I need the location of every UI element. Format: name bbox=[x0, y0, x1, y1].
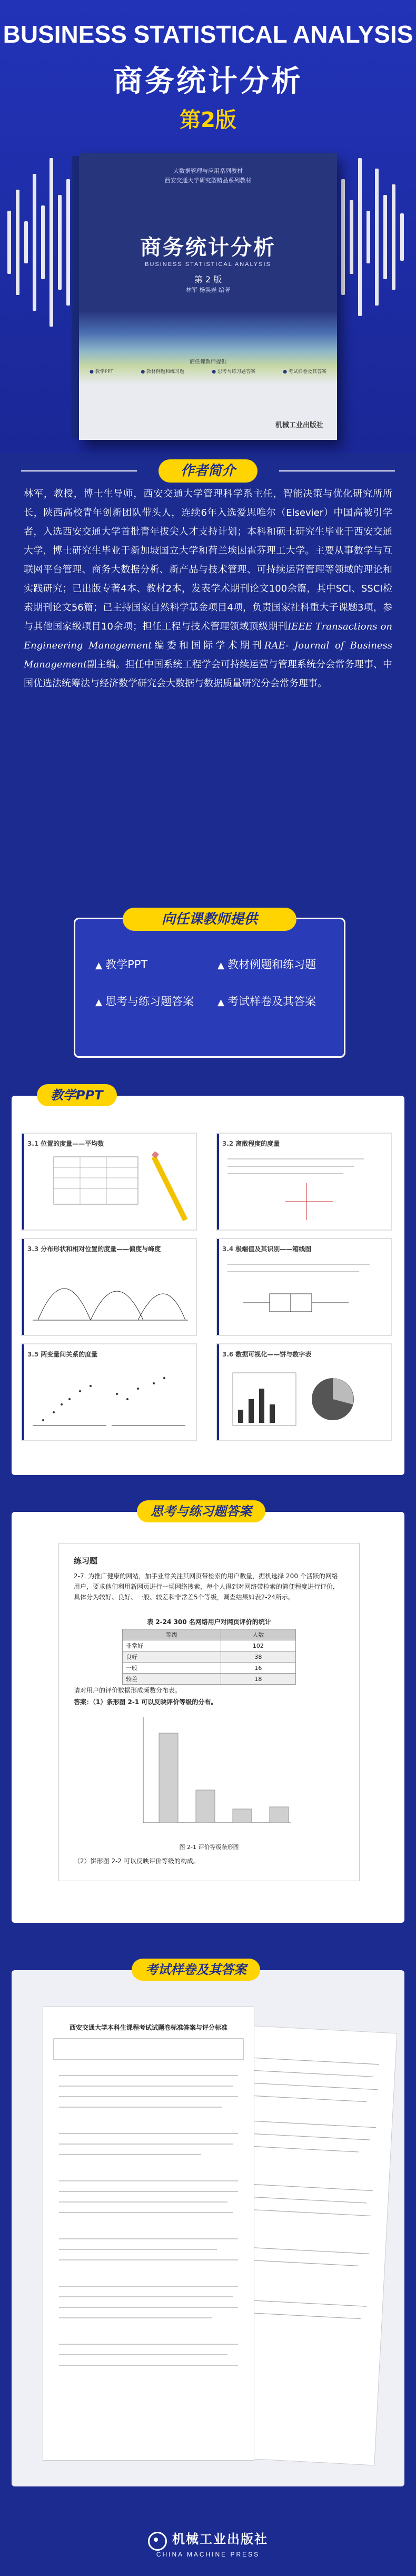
answer-bar-chart bbox=[122, 1712, 296, 1838]
slide-chart bbox=[33, 1152, 191, 1225]
book-publisher: 机械工业出版社 bbox=[275, 421, 323, 429]
resource-item: ▲ 思考与练习题答案 bbox=[95, 993, 194, 1009]
book-resources: ● 教学PPT ● 教材例题和练习题 ● 思考与练习题答案 ● 考试样卷及其答案 bbox=[90, 368, 326, 375]
book-authors: 林军 杨涣尧 编著 bbox=[186, 287, 230, 293]
edition-label: 第2版 bbox=[180, 108, 236, 132]
question-text: 2-7. 为推广健康的网站，加手业常关注其网页带检索的用户数量，据机选择 200 个活跃的网络用户，要求他们利用新网页进行一场网络搜索，每个人得到对网络带检索的简便程度进行评价，具体分为较好、良好、一般、较差和非常差5个等级，调查结果如表2-24所示。 bbox=[74, 1572, 340, 1601]
slide-chart bbox=[227, 1362, 385, 1436]
exam-heading: 考试样卷及其答案 bbox=[132, 1959, 260, 1981]
slide-chart bbox=[227, 1257, 385, 1331]
exam-title: 西安交通大学本科生课程考试试题卷标准答案与评分标准 bbox=[69, 2024, 227, 2031]
answer-note: （2）饼形图 2-2 可以反映评价等级的构成。 bbox=[74, 1857, 200, 1865]
ppt-heading: 教学PPT bbox=[37, 1084, 117, 1106]
author-heading-bar bbox=[0, 459, 416, 483]
slide-chart bbox=[33, 1362, 191, 1436]
ppt-slide: 3.5 两变量间关系的度量 bbox=[21, 1343, 197, 1441]
ppt-panel bbox=[12, 1096, 404, 1475]
ppt-slide: 3.6 数据可视化——饼与数字表 bbox=[216, 1343, 392, 1441]
english-title: BUSINESS STATISTICAL ANALYSIS bbox=[3, 21, 413, 48]
answer-text: 答案：（1）条形图 2-1 可以反映评价等级的分布。 bbox=[74, 1698, 217, 1706]
book-edition: 第 2 版 bbox=[194, 274, 222, 284]
table-header-row: 等级 人数 bbox=[123, 1629, 296, 1640]
exercise-document bbox=[59, 1543, 359, 1881]
resource-item: ▲ 教学PPT bbox=[95, 956, 147, 972]
author-heading: 作者简介 bbox=[159, 459, 257, 483]
book-series: 大数据管理与应用系列教材 西安交通大学研究型精品系列教材 bbox=[164, 168, 252, 184]
publisher-name-en: CHINA MACHINE PRESS bbox=[156, 2550, 260, 2558]
rating-table bbox=[122, 1629, 296, 1685]
table-row: 非常好 102 bbox=[123, 1640, 296, 1651]
publisher-logo-icon bbox=[148, 2532, 167, 2551]
book-subtitle: BUSINESS STATISTICAL ANALYSIS bbox=[145, 261, 271, 268]
resource-item: ▲ 考试样卷及其答案 bbox=[217, 993, 316, 1009]
ppt-slide: 3.4 极端值及其识别——箱线图 bbox=[216, 1238, 392, 1336]
table-caption: 表 2-24 300 名网络用户对网页评价的统计 bbox=[147, 1618, 271, 1626]
publisher-name: 机械工业出版社 bbox=[172, 2532, 268, 2546]
sound-wave-left bbox=[7, 158, 75, 327]
teacher-resources-heading: 向任课教师提供 bbox=[123, 908, 296, 931]
chinese-title: 商务统计分析 bbox=[113, 64, 303, 99]
teacher-resources-box bbox=[74, 911, 345, 1058]
table-row: 一般 16 bbox=[123, 1663, 296, 1674]
exercise-panel bbox=[12, 1512, 404, 1923]
chart-caption: 图 2-1 评价等级条形图 bbox=[179, 1844, 239, 1851]
resource-item: ▲ 教材例题和练习题 bbox=[217, 956, 316, 972]
ppt-slide: 3.3 分布形状和相对位置的度量——偏度与峰度 bbox=[21, 1238, 197, 1336]
table-row: 良好 38 bbox=[123, 1651, 296, 1663]
exercise-heading: 思考与练习题答案 bbox=[137, 1500, 265, 1522]
question-a: 请对用户的评价数据形成频数分布表。 bbox=[74, 1687, 182, 1694]
book-resources-title: 商任课教师提供 bbox=[190, 359, 226, 365]
publisher-footer bbox=[0, 2529, 416, 2558]
table-row: 较差 18 bbox=[123, 1674, 296, 1685]
slide-chart bbox=[227, 1152, 385, 1225]
book-cover bbox=[79, 153, 337, 440]
ppt-slide: 3.1 位置的度量——平均数 bbox=[21, 1133, 197, 1231]
hero-section bbox=[0, 0, 416, 453]
ppt-slide: 3.2 离散程度的度量 bbox=[216, 1133, 392, 1231]
exam-page-front bbox=[43, 2007, 254, 2460]
author-bio: 林军，教授，博士生导师，西安交通大学管理科学系主任，智能决策与优化研究所所长，陕西高校青年创新团队带头人，连续6年入选爱思唯尔（Elsevier）中国高被引学者，入选西安交通大学首批青年拔尖人才支持计划；本科和硕士研究生毕业于西安交通大学，博士研究生毕业于新加坡国立大学和荷兰埃因霍芬理工大学。主要从事数学与互联网平台管理、商务大数据分析、新产品与技术管理、可持续运营管理等领域的理论和实践研究；已出版专著4本、教材2本，发表学术期刊论文100余篇，其中SCI、SSCI检索期刊论文56篇；已主持国家自然科学基金项目4项，负责国家社科重大子课题3项，参与其他国家级项目10余项；担任工程与技术管理领域顶级期刊IEEE Transactions on Engineering Management编委和国际学术期刊RAE- Journal of Business Management副主编。担任中国系统工程学会可持续运营与管理系统分会常务理事、中国优选法统筹法与经济数学研究会大数据与数据质量研究分会常务理事。 bbox=[24, 488, 392, 689]
sound-wave-right bbox=[341, 158, 409, 316]
exam-panel bbox=[12, 1970, 404, 2486]
slide-chart bbox=[33, 1257, 191, 1331]
doc-title: 练习题 bbox=[74, 1556, 98, 1566]
book-title: 商务统计分析 bbox=[140, 235, 276, 260]
